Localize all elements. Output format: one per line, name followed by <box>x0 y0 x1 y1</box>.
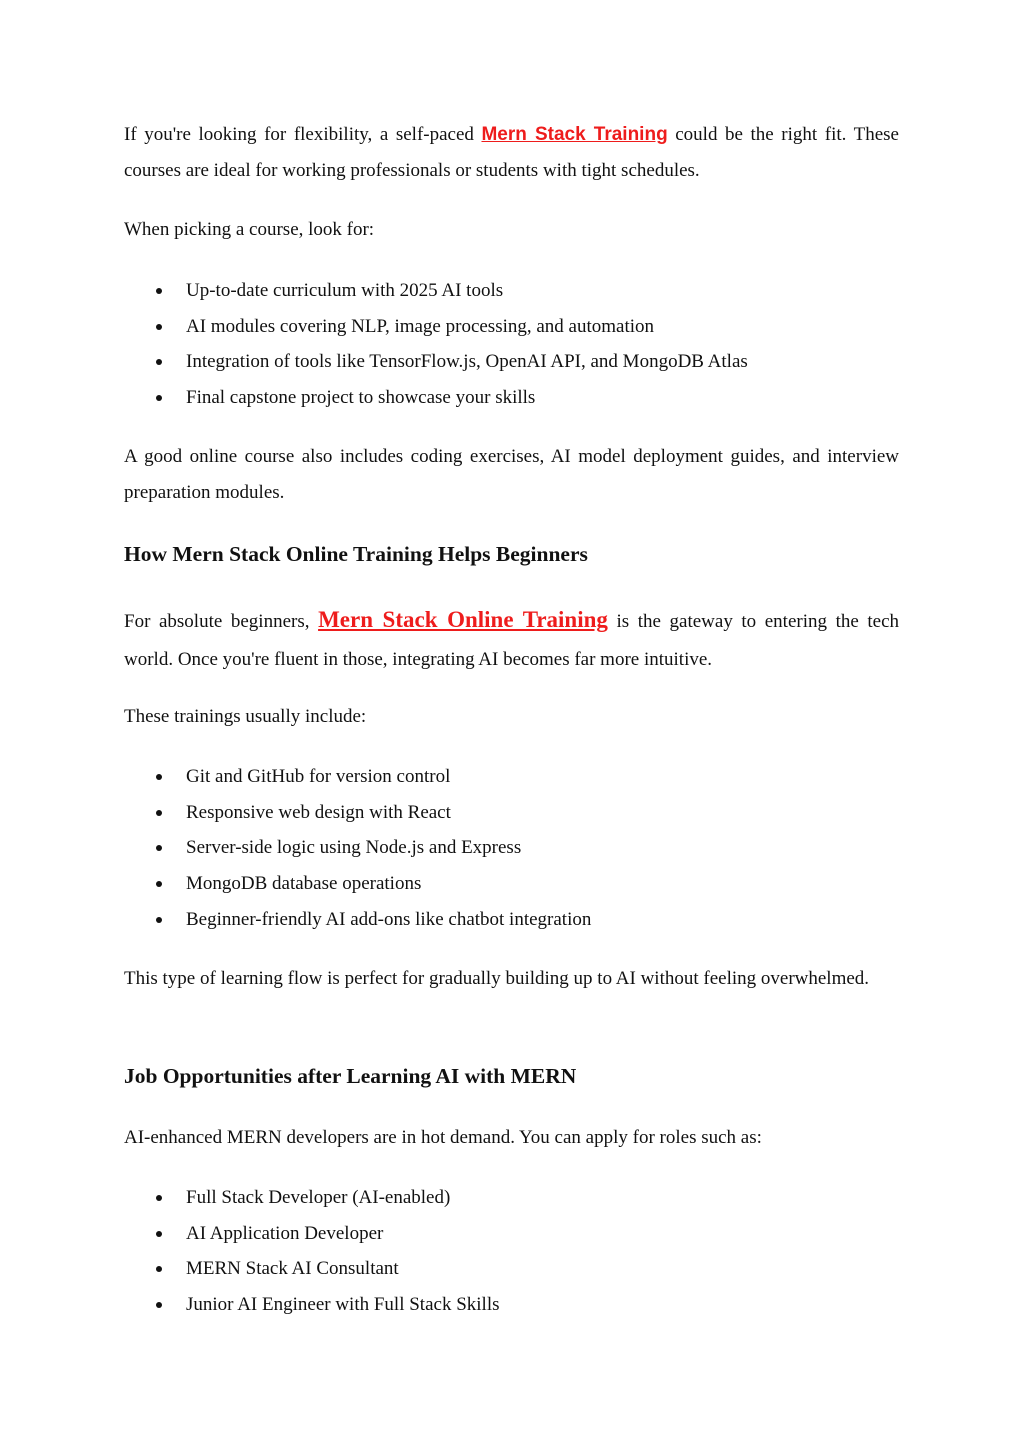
bullet-icon <box>156 1195 162 1201</box>
bullet-icon <box>156 845 162 851</box>
list-item <box>124 1216 899 1252</box>
list-item-text: Server-side logic using Node.js and Express <box>186 837 522 859</box>
list-item-text: MongoDB database operations <box>186 873 422 895</box>
list-item <box>124 344 899 380</box>
bullet-icon <box>156 917 162 923</box>
jobs-lead-text: AI-enhanced MERN developers are in hot demand. You can apply for roles such as: <box>124 1127 762 1148</box>
list-item <box>124 795 899 831</box>
list-item <box>124 830 899 866</box>
list-item <box>124 1251 899 1287</box>
bullet-icon <box>156 1231 162 1237</box>
beginners-text-after: is the gateway to entering the tech world. Once you're fluent in those, integrating AI becomes far more intuitive. <box>124 611 899 670</box>
bullet-icon <box>156 288 162 294</box>
list-item-text: Full Stack Developer (AI-enabled) <box>186 1187 451 1208</box>
mern-stack-online-training-link[interactable]: Mern Stack Online Training <box>318 607 608 632</box>
intro-paragraph <box>124 117 899 189</box>
bullet-icon <box>156 774 162 780</box>
list-item-text: Responsive web design with React <box>186 801 451 823</box>
bullet-icon <box>156 359 162 365</box>
trainings-list <box>124 759 899 937</box>
bullet-icon <box>156 881 162 887</box>
list-item <box>124 1180 899 1216</box>
list-item <box>124 759 899 795</box>
picking-list <box>124 273 899 416</box>
jobs-list <box>124 1180 899 1323</box>
picking-lead-text: When picking a course, look for: <box>124 219 375 240</box>
list-item <box>124 309 899 345</box>
list-item-text: AI modules covering NLP, image processing, and automation <box>186 315 655 337</box>
mern-stack-training-link[interactable]: Mern Stack Training <box>481 124 668 145</box>
section-heading-beginners: How Mern Stack Online Training Helps Beginners <box>124 542 588 566</box>
bullet-icon <box>156 810 162 816</box>
list-item <box>124 380 899 416</box>
beginners-text-before: For absolute beginners, <box>124 611 319 632</box>
list-item-text: Integration of tools like TensorFlow.js, OpenAI API, and MongoDB Atlas <box>186 351 748 373</box>
section-heading-jobs: Job Opportunities after Learning AI with MERN <box>124 1064 577 1088</box>
intro-text-before: If you're looking for flexibility, a self-paced <box>124 124 482 145</box>
list-item-text: Junior AI Engineer with Full Stack Skills <box>186 1294 500 1316</box>
list-item <box>124 866 899 902</box>
list-item-text: Git and GitHub for version control <box>186 766 451 787</box>
bullet-icon <box>156 1302 162 1308</box>
list-item-text: Up-to-date curriculum with 2025 AI tools <box>186 280 504 301</box>
bullet-icon <box>156 395 162 401</box>
list-item-text: MERN Stack AI Consultant <box>186 1258 399 1280</box>
list-item-text: Final capstone project to showcase your skills <box>186 387 536 409</box>
online-course-paragraph: A good online course also includes coding exercises, AI model deployment guides, and interview preparation modules. <box>124 446 899 503</box>
list-item <box>124 273 899 309</box>
list-item-text: AI Application Developer <box>186 1222 384 1244</box>
bullet-icon <box>156 1266 162 1272</box>
learning-flow-paragraph: This type of learning flow is perfect for gradually building up to AI without feeling overwhelmed. <box>124 968 870 989</box>
list-item-text: Beginner-friendly AI add-ons like chatbot integration <box>186 908 592 930</box>
bullet-icon <box>156 324 162 330</box>
beginners-paragraph <box>124 601 899 679</box>
list-item <box>124 1287 899 1323</box>
intro-text-after: could be the right fit. These courses are ideal for working professionals or students with tight schedules. <box>124 124 899 181</box>
list-item <box>124 902 899 938</box>
trainings-lead-text: These trainings usually include: <box>124 706 367 727</box>
